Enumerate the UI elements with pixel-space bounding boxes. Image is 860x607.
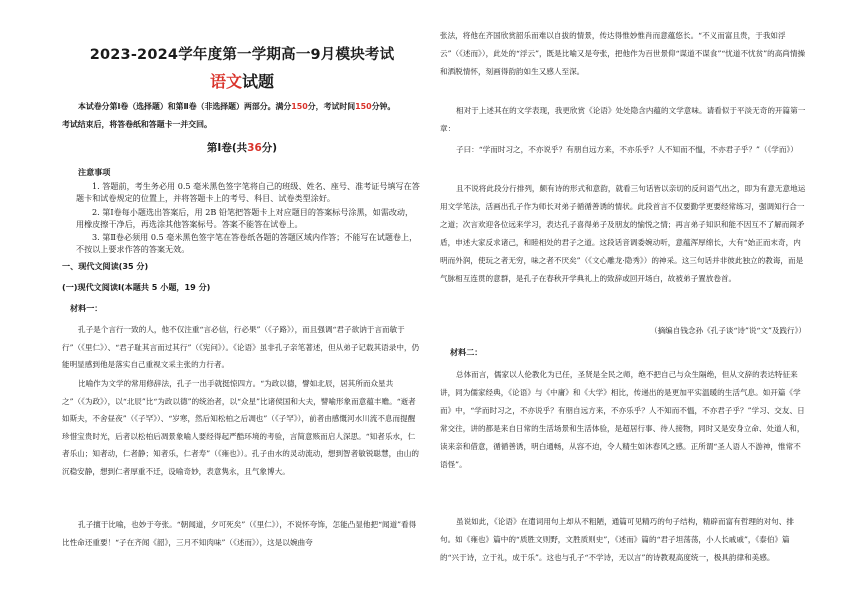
intro-line2: 考试结束后，将答卷纸和答题卡一并交回。 [62,120,212,129]
note-item-2: 2. 第Ⅰ卷每小题选出答案后，用 2B 铅笔把答题卡上对应题目的答案标号涂黑，如需改动，用橡皮擦干净后，再选涂其他答案标号。答案不能答在试卷上。 [76,207,414,229]
notes-heading: 注意事项 [78,167,111,177]
part1-label: 第Ⅰ卷(共36分) [206,142,278,154]
right-paragraph-5: 总体而言，儒家以人伦教化为已任，圣贤是全民之师，绝不把自己与众生隔绝，但从文辞的表达特征来讲，同为儒家经典，《论语》与《中庸》和《大学》相比，传递出的是更加平实温暖的生活气息。如开篇《学而》中，“学而时习之，不亦说乎？有朋自远方来，不亦乐乎？人不知而不愠，不亦君子乎？”学习、交友、日常交往，讲的都是来自日常的生活场景和生活体验，是超居行事、待人接物，同时又是安身立命、处道人和，读来亲和借意，循循善诱，明白通畅，从容不迫，令人精生如沐春风之感。正所谓“圣人语人不游神，惟常不语怪”。 [440,370,805,469]
note-item-1: 1. 答题前，考生务必用 0.5 毫米黑色签字笔将自己的班级、姓名、座号、准考证号填写在答题卡和试卷规定的位置上，并将答题卡上的考号、科目、试卷类型涂好。 [76,181,420,203]
section1-subheading: (一)现代文阅读Ⅰ(本题共 5 小题，19 分) [62,282,211,292]
right-paragraph-1: 张法，将他在齐国欣赏韶乐而难以自拔的情景，传达得惟妙惟肖而意蕴悠长。“不义而富且贵，于我如浮云”（《述而》），此处的“浮云”，既是比喻又是夸张，把他作为百世景仰“谋道不谋食”“忧道不忧贫”的高尚情操和洒脱情怀，刻画得韵韵如生又感人至深。 [440,31,806,76]
left-paragraph-1: 孔子是个言行一致的人，他不仅注重“言必信，行必果”（《子路》），而且强调“君子欲讷于言而敏于行”（《里仁》）、“君子耻其言而过其行”（《宪问》）。《论语》虽非孔子亲笔著述，但从弟子记载其语录中，仍能明显感到他是落实自己重视文采主张的力行者。 [62,325,420,369]
intro-line1: 本试卷分第Ⅰ卷（选择题）和第Ⅱ卷（非选择题）两部分。满分150分，考试时间150分钟。 [78,102,396,111]
right-paragraph-2: 相对于上述其在的文学表现，我更欣赏《论语》处处隐含内蕴的文学意味。请看似于平淡无奇的开篇第一章： [440,106,806,133]
material1-label: 材料一： [70,303,103,313]
section1-heading: 一、现代文阅读(35 分) [62,261,149,271]
subject-black: 试题 [242,72,275,91]
exam-title: 2023-2024学年度第一学期高一9月模块考试 [89,47,395,63]
right-paragraph-4: 且不说将此段分行排列，颇有诗的形式和意韵，就看三句话皆以亲切的反问语气出之，即为有意无意地运用文学笔法，活画出孔子作为师长对弟子循循善诱的情状。此段首言不仅要勤学更要经常练习，强调知行合一之道；次言欢迎各位远来学习，表达孔子喜得弟子及朋友的愉悦之情；再言弟子知识和能不因互不了解而闹矛盾，申述大家反求诸己，和睦相处的君子之道。这段话音调委婉动听，意蕴浑厚绵长，大有“始正而末奇，内明而外润，使玩之者无穷，味之者不厌矣”（《文心雕龙·隐秀》）的神采。这三句话并非彼此独立的教诲，而是气脉相互连贯的意群，是孔子在春秋开学典礼上的致辞或回开场白，故被弟子置放卷首。 [440,184,806,283]
left-paragraph-3: 孔子擅于比喻，也妙于夸张。“朝闻道，夕可死矣”（《里仁》），不说怀夸饰，怎能凸显他把“闻道”看得比性命还重要！“子在齐闻《韶》，三月不知肉味”（《述而》），这是以婉曲夸 [62,520,417,547]
source-citation: （摘编自钱念孙《孔子谈“诗”说“文”及践行》） [649,326,806,335]
subject-title [62,69,422,92]
subject-red: 语文 [209,72,242,91]
note-item-3: 3. 第Ⅱ卷必须用 0.5 毫米黑色签字笔在答卷纸各题的答题区域内作答；不能写在试题卷上，不按以上要求作答的答案无效。 [76,232,418,254]
right-paragraph-3: 子曰：“学而时习之，不亦说乎？有朋自远方来，不亦乐乎？人不知而不愠，不亦君子乎？”（《学而》） [456,145,798,154]
right-paragraph-6: 虽说如此，《论语》在遣词用句上却从不粗陋，通篇可见精巧的句子结构，精辟而富有哲理的对句、排句。如《雍也》篇中的“质胜文则野，文胜质则史”，《述而》篇的“君子坦荡荡，小人长戚戚”，《泰伯》篇的“兴于诗，立于礼，成于乐”。这也与孔子“不学诗，无以言”的诗教观高度统一，极具韵律和美感。 [440,517,794,562]
left-paragraph-2: 比喻作为文学的常用修辞法，孔子一出手就挺惊四方。“为政以德，譬如北辰，居其所而众星共之”（《为政》），以“北辰”比“为政以德”的统治者，以“众星”比诸侯国和大夫，譬喻形象而意蕴丰赡。“逝者如斯夫，不舍昼夜”（《子罕》）、“岁寒，然后知松柏之后凋也”（《子罕》），前者由感慨河水川流不息而提醒珍惜宝贵时光，后者以松柏后凋景象喻人要经得起严酷环境的考验，言简意赅而启人深思。“知者乐水，仁者乐山；知者动，仁者静；知者乐，仁者寿”（《雍也》）。孔子由水的灵动流动，想到智者敏锐聪慧，由山的沉稳安静，想到仁者厚重不迁，设喻奇妙，表意隽永，且气象博大。 [62,379,419,476]
material2-label: 材料二： [450,347,483,357]
